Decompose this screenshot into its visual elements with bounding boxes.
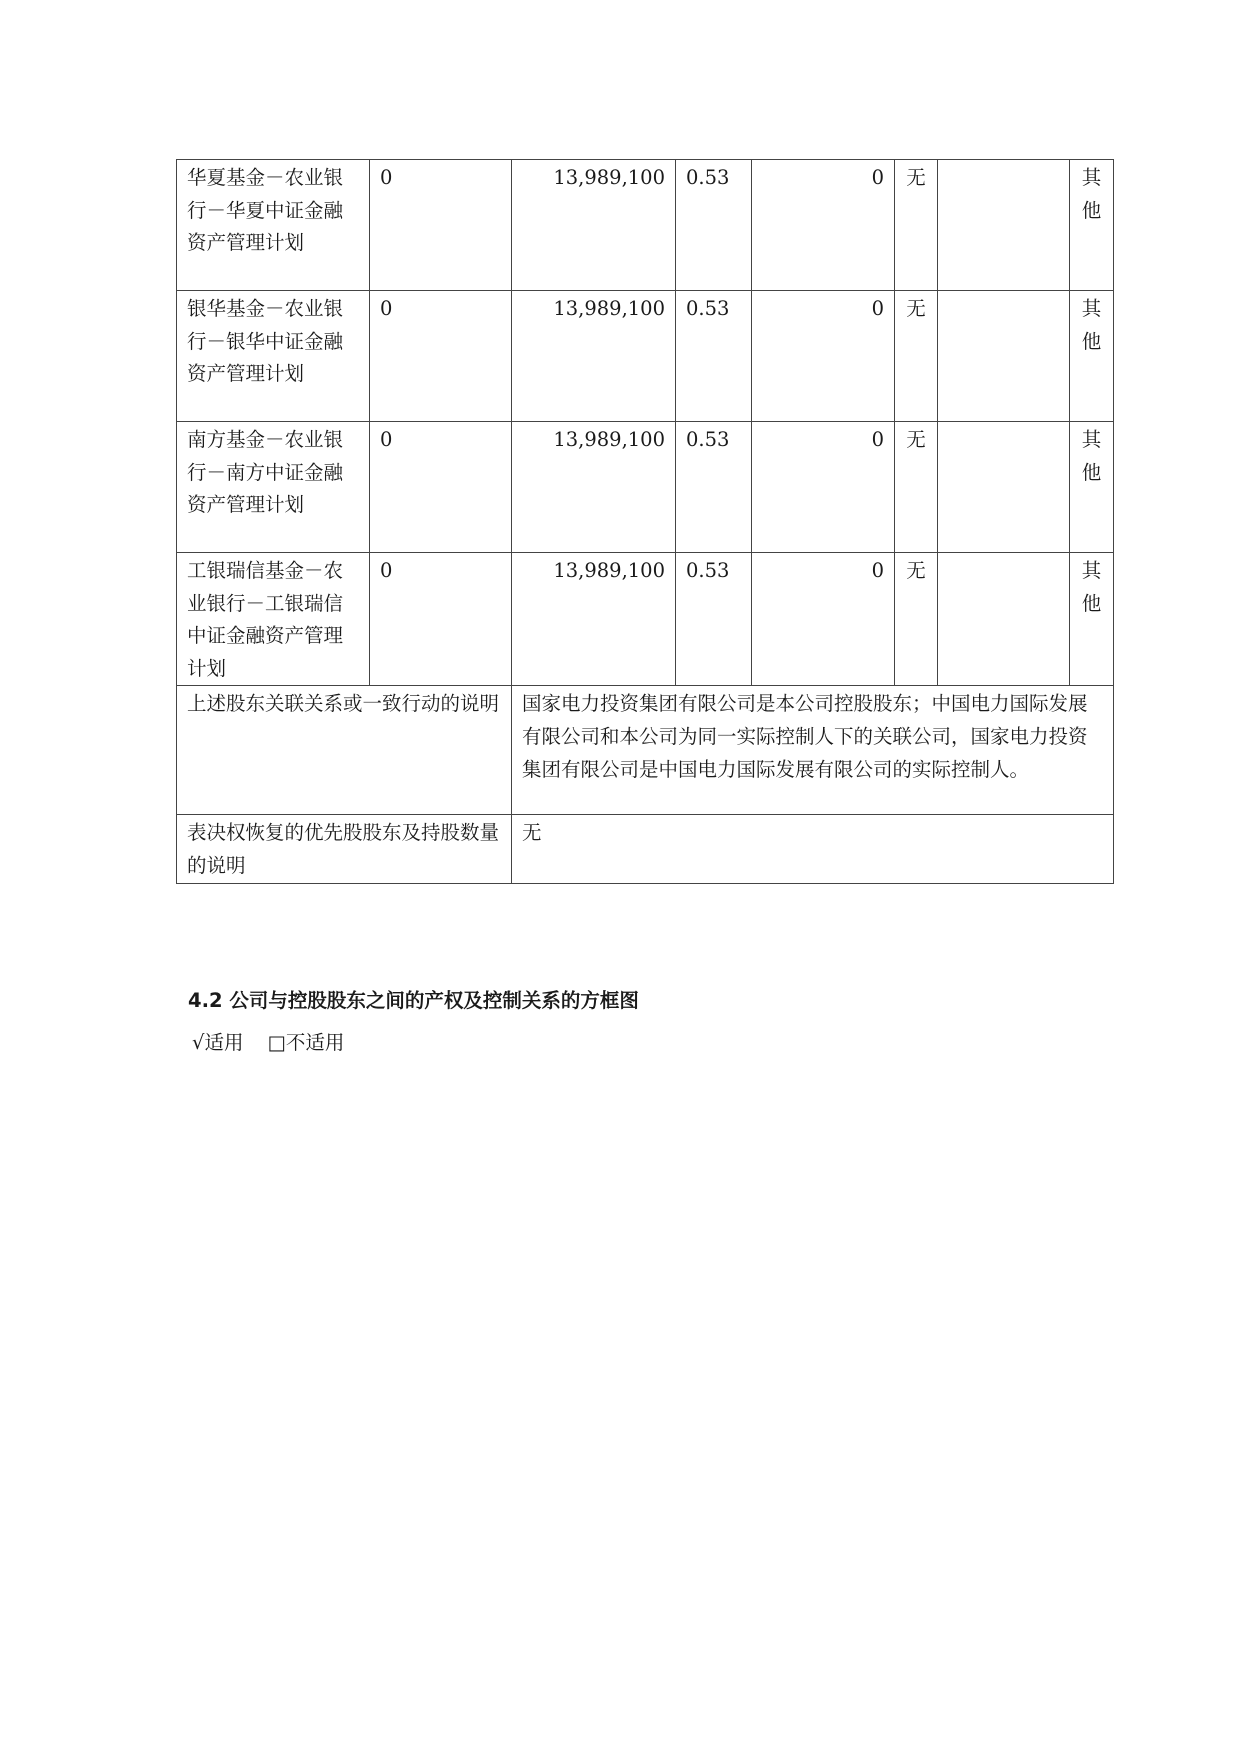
- holder-shares-cell: [512, 422, 676, 553]
- holder-ratio-cell: [676, 553, 752, 686]
- holder-change-cell: [370, 291, 512, 422]
- holder-name-cell: [177, 553, 370, 686]
- holder-ratio-cell: [676, 160, 752, 291]
- holder-nature: 其他: [1081, 166, 1102, 222]
- holder-ratio-cell: [676, 422, 752, 553]
- holder-pledge-qty-cell: [938, 422, 1070, 553]
- holder-shares: 13,989,100: [553, 559, 665, 582]
- holder-nature: 其他: [1081, 297, 1102, 353]
- holder-pledge-qty-cell: [938, 291, 1070, 422]
- holder-restricted-cell: [752, 291, 895, 422]
- holder-shares: 13,989,100: [553, 297, 665, 320]
- holder-pledge-status-cell: [895, 553, 938, 686]
- holder-nature-cell: [1070, 160, 1114, 291]
- holder-pledge-status-cell: [895, 160, 938, 291]
- holder-restricted-cell: [752, 422, 895, 553]
- holder-pledge-qty-cell: [938, 553, 1070, 686]
- holder-nature-cell: [1070, 291, 1114, 422]
- holder-pledge-qty: [938, 422, 1069, 424]
- preferred-note-label-cell: [177, 815, 512, 883]
- holder-name-cell: [177, 422, 370, 553]
- section-title: 4.2 公司与控股股东之间的产权及控制关系的方框图: [188, 989, 639, 1012]
- holder-pledge-qty-cell: [938, 160, 1070, 291]
- holder-pledge-qty: [938, 160, 1069, 162]
- holder-ratio-cell: [676, 291, 752, 422]
- holder-restricted-cell: [752, 160, 895, 291]
- holder-nature: 其他: [1081, 559, 1102, 615]
- applicable-check-icon: √: [192, 1031, 205, 1054]
- holder-nature: 其他: [1081, 428, 1102, 484]
- relation-note-label-cell: [177, 686, 512, 815]
- holder-restricted: 0: [871, 428, 884, 451]
- holder-change: 0: [380, 166, 393, 189]
- holder-pledge-status: 无: [906, 166, 926, 189]
- relation-note-value-cell: [512, 686, 1114, 815]
- holder-shares-cell: [512, 553, 676, 686]
- holder-name: 工银瑞信基金－农业银行－工银瑞信中证金融资产管理计划: [187, 559, 344, 680]
- holder-ratio: 0.53: [686, 559, 730, 582]
- holder-pledge-status-cell: [895, 422, 938, 553]
- holder-pledge-status-cell: [895, 291, 938, 422]
- holder-ratio: 0.53: [686, 428, 730, 451]
- holder-shares-cell: [512, 160, 676, 291]
- relation-note-label: 上述股东关联关系或一致行动的说明: [187, 692, 500, 716]
- preferred-note-row: [177, 815, 1114, 883]
- holder-restricted-cell: [752, 553, 895, 686]
- holder-shares: 13,989,100: [553, 166, 665, 189]
- holder-name-cell: [177, 291, 370, 422]
- holder-restricted: 0: [871, 297, 884, 320]
- holder-nature-cell: [1070, 422, 1114, 553]
- table-row: [177, 160, 1114, 291]
- holder-name: 银华基金－农业银行－银华中证金融资产管理计划: [187, 297, 344, 386]
- holder-pledge-qty: [938, 291, 1069, 293]
- holder-pledge-qty: [938, 553, 1069, 555]
- holder-change: 0: [380, 559, 393, 582]
- relation-note-value: 国家电力投资集团有限公司是本公司控股股东；中国电力国际发展有限公司和本公司为同一实际控制人下的关联公司，国家电力投资集团有限公司是中国电力国际发展有限公司的实际控制人。: [522, 692, 1088, 781]
- holder-shares: 13,989,100: [553, 428, 665, 451]
- applicability-options: [192, 1027, 344, 1055]
- preferred-note-label: 表决权恢复的优先股股东及持股数量的说明: [187, 821, 500, 877]
- shareholder-table: [176, 159, 1114, 884]
- holder-pledge-status: 无: [906, 297, 926, 320]
- not-applicable-label: 不适用: [285, 1031, 345, 1054]
- table-row: [177, 553, 1114, 686]
- holder-change-cell: [370, 160, 512, 291]
- applicable-label: 适用: [204, 1031, 244, 1054]
- table-row: [177, 291, 1114, 422]
- not-applicable-box-icon: □: [267, 1031, 286, 1054]
- preferred-note-value: 无: [522, 821, 542, 845]
- holder-pledge-status: 无: [906, 428, 926, 451]
- relation-note-row: [177, 686, 1114, 815]
- holder-name: 华夏基金－农业银行－华夏中证金融资产管理计划: [187, 166, 344, 255]
- holder-ratio: 0.53: [686, 166, 730, 189]
- holder-change-cell: [370, 553, 512, 686]
- holder-ratio: 0.53: [686, 297, 730, 320]
- holder-restricted: 0: [871, 166, 884, 189]
- holder-pledge-status: 无: [906, 559, 926, 582]
- holder-name: 南方基金－农业银行－南方中证金融资产管理计划: [187, 428, 344, 517]
- holder-shares-cell: [512, 291, 676, 422]
- preferred-note-value-cell: [512, 815, 1114, 883]
- holder-change: 0: [380, 297, 393, 320]
- table-row: [177, 422, 1114, 553]
- holder-restricted: 0: [871, 559, 884, 582]
- holder-name-cell: [177, 160, 370, 291]
- holder-change: 0: [380, 428, 393, 451]
- holder-nature-cell: [1070, 553, 1114, 686]
- holder-change-cell: [370, 422, 512, 553]
